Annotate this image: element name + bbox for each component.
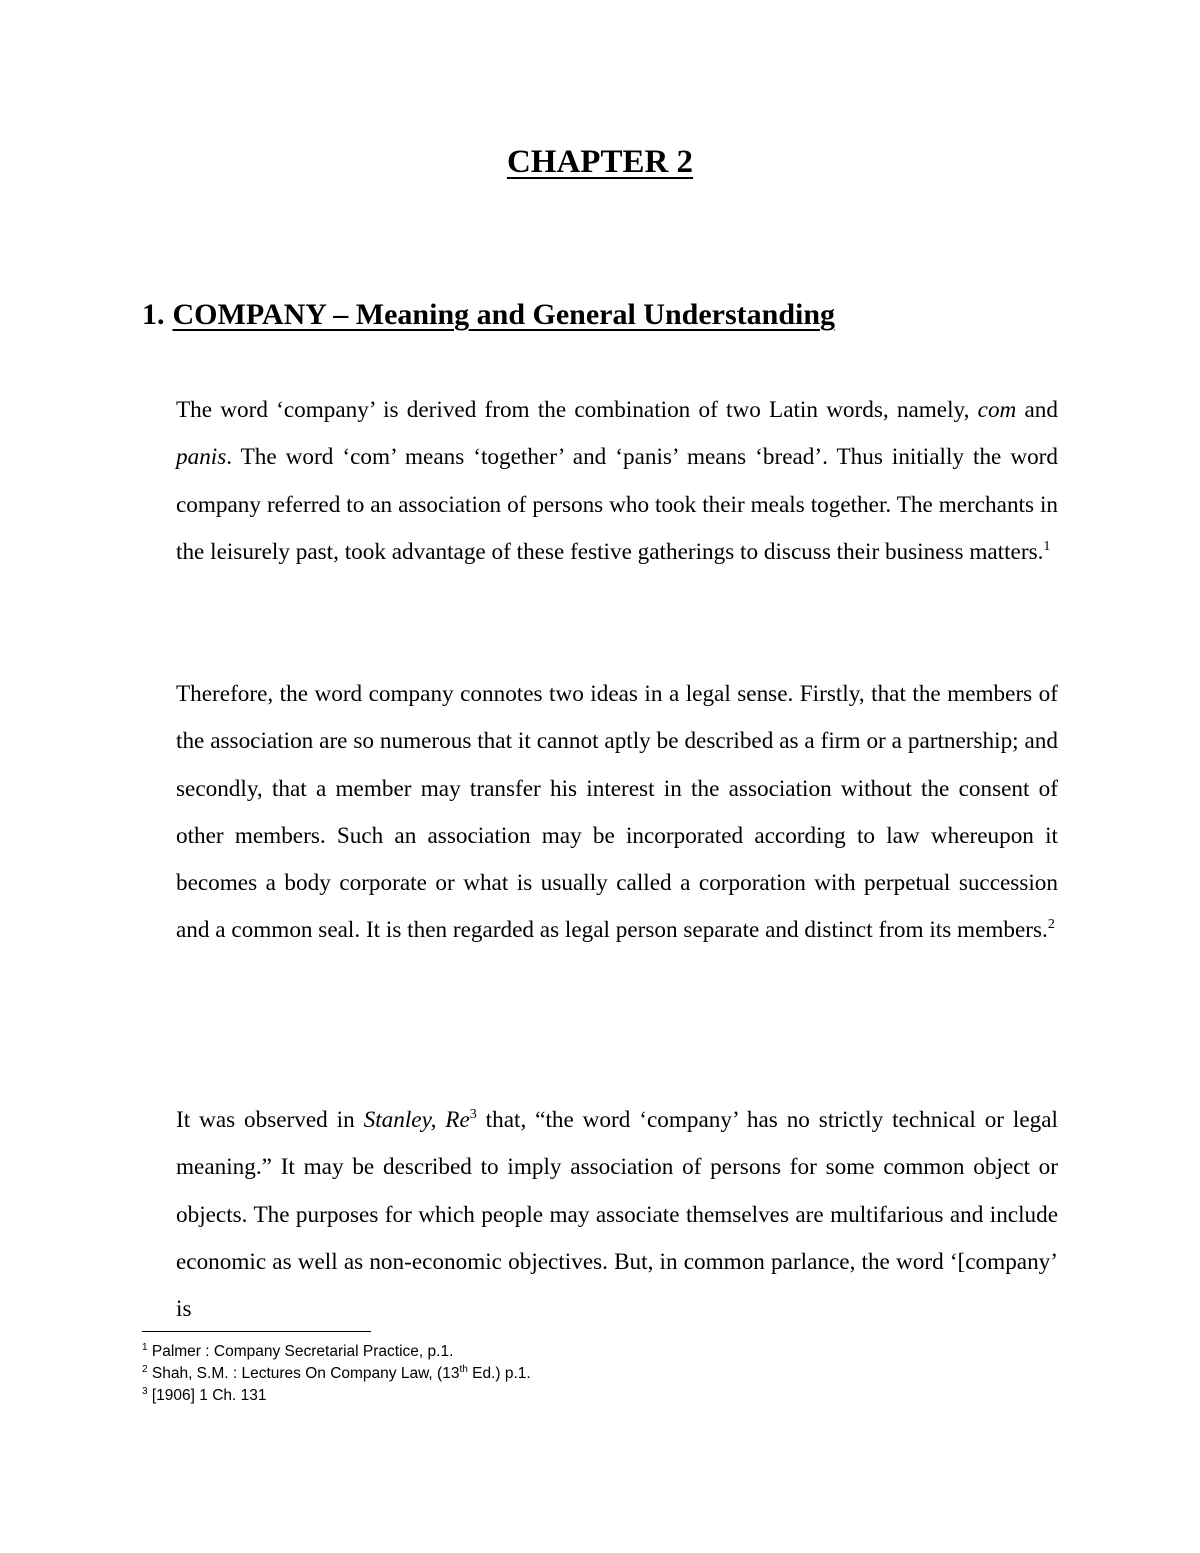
footnote-1 [142,1341,1042,1363]
case-name: Stanley, Re [363,1107,470,1133]
footnote-text: Palmer : Company Secretarial Practice, p.1. [147,1343,454,1360]
chapter-title-text: CHAPTER 2 [506,144,694,180]
footnote-marker: 1 [142,1342,148,1353]
footnote-ref-2[interactable]: 2 [1047,917,1055,933]
paragraph-legal-sense [176,671,1058,955]
latin-word-com: com [977,397,1017,423]
paragraph-stanley-re [176,1097,1058,1333]
paragraph-etymology [176,387,1058,576]
section-number: 1. [142,298,165,331]
paragraph-text: It was observed in [176,1107,364,1133]
footnote-marker: 2 [142,1364,148,1375]
paragraph-text: and [1016,397,1058,423]
footnote-ref-3[interactable]: 3 [469,1107,477,1122]
chapter-title [0,140,1200,184]
section-heading [142,294,1102,336]
footnote-text: [1906] 1 Ch. 131 [147,1387,267,1404]
footnote-2 [142,1363,1042,1385]
footnote-ref-1[interactable]: 1 [1043,538,1051,554]
footnotes [142,1341,1042,1407]
footnote-marker: 3 [142,1386,148,1397]
paragraph-text: that, “the word ‘company’ has no strictly technical or legal meaning.” It may be described to imply association of persons for some common object or objects. The purposes for which people may associate themselves are multifarious and include economic as well as non-economic objectives. But, in common parlance, the word ‘[company’ is [176,1107,1058,1323]
section-heading-text: COMPANY – Meaning and General Understanding [172,298,836,331]
footnote-separator [142,1331,371,1332]
footnote-ordinal: th [459,1364,468,1375]
latin-word-panis: panis [176,444,227,471]
footnote-text: Shah, S.M. : Lectures On Company Law, (13 [147,1365,460,1382]
paragraph-text: Therefore, the word company connotes two ideas in a legal sense. Firstly, that the members of the association are so numerous that it cannot aptly be described as a firm or a partnership; and secondly, that a member may transfer his interest in the association without the consent of other members. Such an association may be incorporated according to law whereupon it becomes a body corporate or what is usually called a corporation with perpetual succession and a common seal. It is then regarded as legal person separate and distinct from its members. [176,681,1058,944]
footnote-text: Ed.) p.1. [467,1365,531,1382]
footnote-3 [142,1385,1042,1407]
paragraph-text: The word ‘company’ is derived from the combination of two Latin words, namely, [176,397,978,423]
paragraph-text: . The word ‘com’ means ‘together’ and ‘panis’ means ‘bread’. Thus initially the word company referred to an association of persons who took their meals together. The merchants in the leisurely past, took advantage of these festive gatherings to discuss their business matters. [176,444,1058,565]
